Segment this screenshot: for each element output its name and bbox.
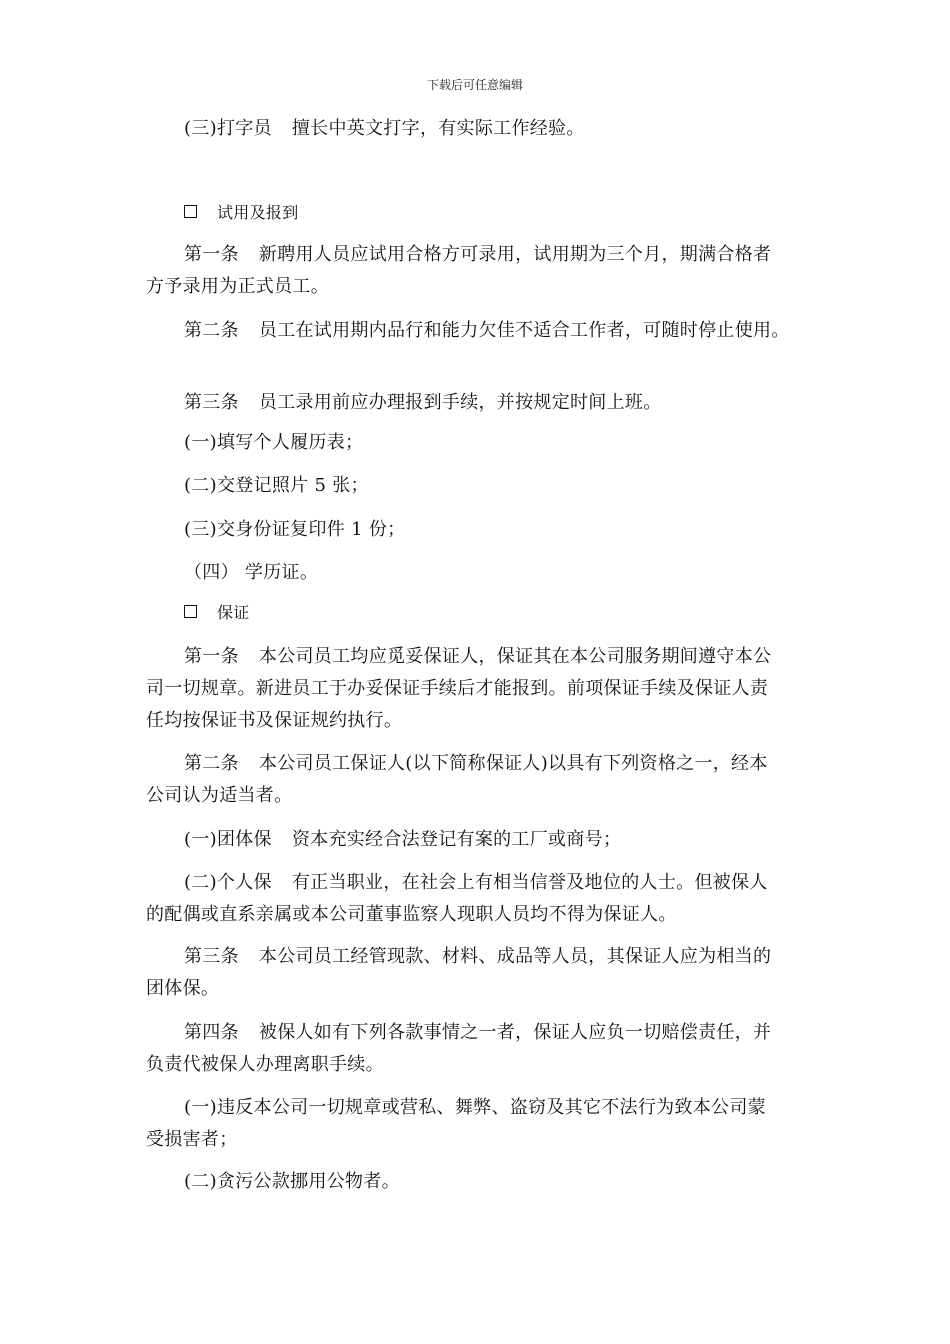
section-heading-guarantee	[184, 601, 250, 625]
paragraph-line: (一)违反本公司一切规章或营私、舞弊、盗窃及其它不法行为致本公司蒙	[184, 1097, 766, 1118]
paragraph-line: 方予录用为正式员工。	[146, 276, 329, 297]
section-heading-trial	[184, 201, 299, 225]
article-text: 员工在试用期内品行和能力欠佳不适合工作者，可随时停止使用。	[258, 320, 790, 341]
paragraph-line: （四） 学历证。	[184, 562, 319, 583]
paragraph-line	[184, 871, 768, 895]
paragraph-line: 团体保。	[146, 978, 220, 999]
paragraph-line	[184, 752, 768, 776]
paragraph-line: (三)交身份证复印件 1 份；	[184, 519, 406, 540]
paragraph-line	[184, 391, 662, 415]
paragraph-line: 受损害者；	[146, 1129, 238, 1150]
paragraph-line: 的配偶或直系亲属或本公司董事监察人现职人员均不得为保证人。	[146, 904, 677, 925]
article-number: 第三条	[184, 946, 239, 967]
paragraph-line	[184, 117, 585, 141]
article-text: 本公司员工均应觅妥保证人，保证其在本公司服务期间遵守本公	[258, 646, 772, 667]
article-number: 第一条	[184, 244, 239, 265]
page-header: 下载后可任意编辑	[426, 78, 523, 92]
item-text: 资本充实经合法登记有案的工厂或商号；	[291, 829, 622, 850]
article-text: 被保人如有下列各款事情之一者，保证人应负一切赔偿责任，并	[258, 1022, 772, 1043]
paragraph-line: 负责代被保人办理离职手续。	[146, 1054, 384, 1075]
item-text: 有正当职业，在社会上有相当信誉及地位的人士。但被保人	[291, 872, 768, 893]
paragraph-line	[184, 1021, 771, 1045]
paragraph-line	[184, 828, 621, 852]
article-number: 第二条	[184, 753, 239, 774]
paragraph-line: (一)填写个人履历表；	[184, 432, 364, 453]
article-number: 第三条	[184, 392, 239, 413]
paragraph-line: 公司认为适当者。	[146, 785, 293, 806]
section-title: 保证	[217, 603, 250, 622]
paragraph-line: 司一切规章。新进员工于办妥保证手续后才能报到。前项保证手续及保证人责	[146, 678, 769, 699]
checkbox-square-icon	[184, 205, 197, 218]
paragraph-line	[184, 645, 771, 669]
article-text: 本公司员工经管现款、材料、成品等人员，其保证人应为相当的	[258, 946, 772, 967]
paragraph-line: 任均按保证书及保证规约执行。	[146, 710, 403, 731]
paragraph-line	[184, 319, 790, 343]
article-text: 新聘用人员应试用合格方可录用，试用期为三个月，期满合格者	[258, 244, 772, 265]
article-text: 员工录用前应办理报到手续，并按规定时间上班。	[258, 392, 662, 413]
item-label: (二)个人保	[184, 872, 272, 893]
item-label: (三)打字员	[184, 118, 272, 139]
checkbox-square-icon	[184, 605, 197, 618]
paragraph-line: (二)贪污公款挪用公物者。	[184, 1171, 400, 1192]
article-number: 第一条	[184, 646, 239, 667]
article-text: 本公司员工保证人(以下简称保证人)以具有下列资格之一，经本	[258, 753, 768, 774]
article-number: 第二条	[184, 320, 239, 341]
paragraph-line: (二)交登记照片 5 张；	[184, 475, 369, 496]
paragraph-line	[184, 243, 771, 267]
paragraph-line	[184, 945, 771, 969]
item-text: 擅长中英文打字，有实际工作经验。	[291, 118, 585, 139]
article-number: 第四条	[184, 1022, 239, 1043]
item-label: (一)团体保	[184, 829, 272, 850]
section-title: 试用及报到	[217, 203, 299, 222]
